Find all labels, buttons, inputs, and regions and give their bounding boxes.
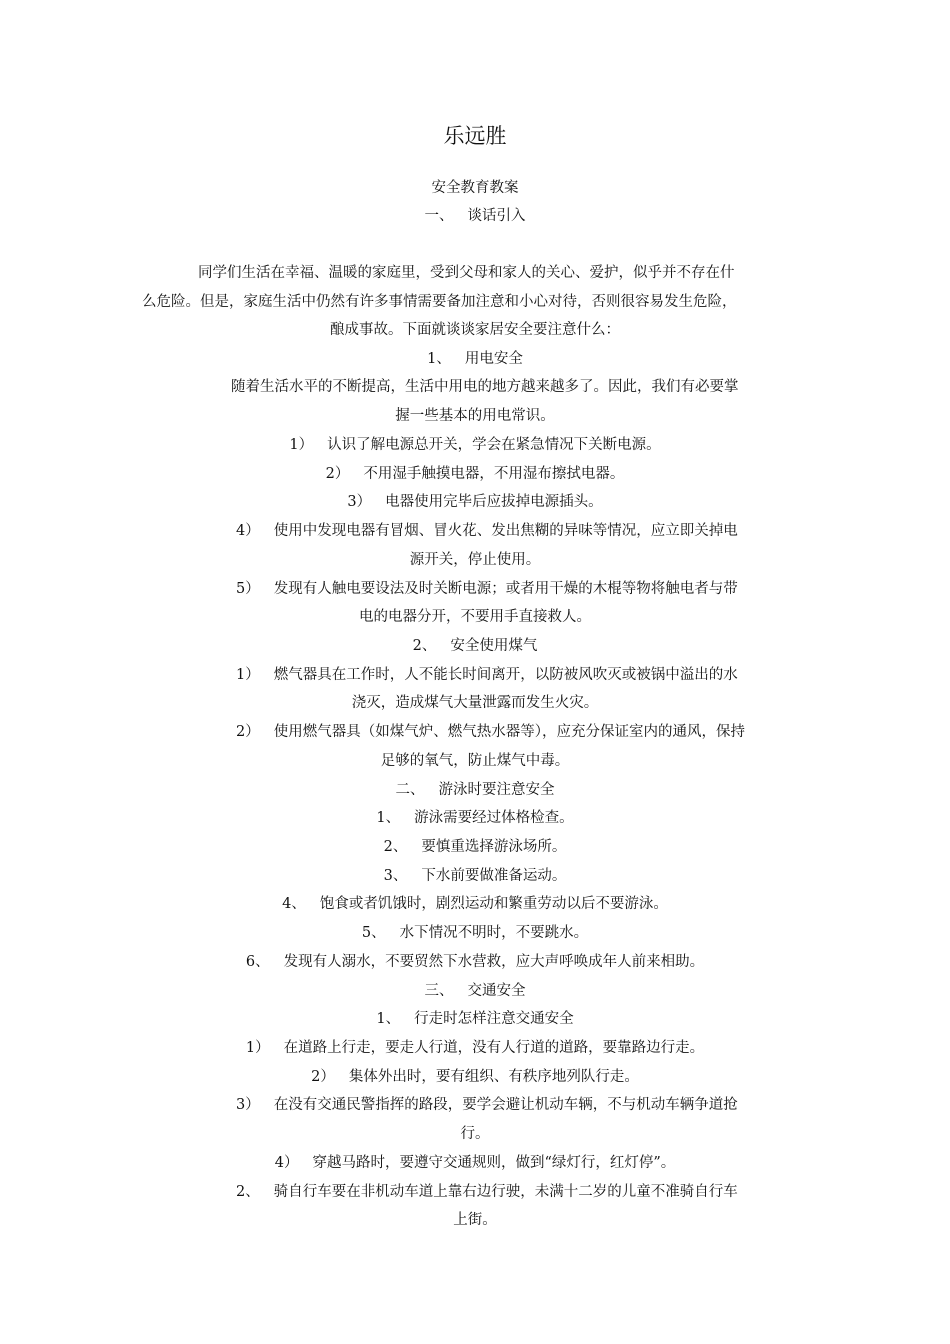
subsection-heading-walking: 1、 行走时怎样注意交通安全 [376, 1011, 574, 1027]
list-item: 4、 饱食或者饥饿时，剧烈运动和繁重劳动以后不要游泳。 [282, 896, 668, 912]
list-item: 5、 水下情况不明时，不要跳水。 [361, 925, 589, 941]
list-item: 4） 使用中发现电器有冒烟、冒火花、发出焦糊的异味等情况，应立即关掉电 [236, 523, 738, 539]
list-item: 2） 使用燃气器具（如煤气炉、燃气热水器等），应充分保证室内的通风，保持 [236, 724, 745, 740]
section-heading-swimming: 二、 游泳时要注意安全 [395, 782, 555, 798]
list-item: 3） 电器使用完毕后应拔掉电源插头。 [347, 494, 603, 510]
subsection-title: 用电安全 [464, 351, 523, 367]
list-item-continuation: 行。 [460, 1126, 490, 1142]
list-item: 6、 发现有人溺水，不要贸然下水营救，应大声呼唤成年人前来相助。 [245, 954, 705, 970]
intro-line-2: 么危险。但是，家庭生活中仍然有许多事情需要备加注意和小心对待，否则很容易发生危险， [142, 294, 737, 310]
section-title: 谈话引入 [467, 208, 526, 224]
intro-line-3: 酿成事故。下面就谈谈家居安全要注意什么： [330, 322, 620, 338]
list-item-continuation: 源开关，停止使用。 [409, 552, 541, 568]
list-item: 3、 下水前要做准备运动。 [383, 868, 567, 884]
subsection-heading-bicycle: 2、 骑自行车要在非机动车道上靠右边行驶，未满十二岁的儿童不准骑自行车 [236, 1184, 738, 1200]
list-item: 3） 在没有交通民警指挥的路段，要学会避让机动车辆，不与机动车辆争道抢 [236, 1097, 738, 1113]
list-item-continuation: 电的电器分开，不要用手直接救人。 [359, 609, 591, 625]
list-item: 4） 穿越马路时，要遵守交通规则，做到“绿灯行，红灯停”。 [274, 1155, 676, 1171]
list-item: 1） 燃气器具在工作时，人不能长时间离开，以防被风吹灭或被锅中溢出的水 [236, 667, 738, 683]
electricity-paragraph-line-2: 握一些基本的用电常识。 [395, 408, 555, 424]
subsection-heading-electricity [0, 347, 950, 368]
section-heading-intro [0, 204, 950, 225]
list-item-continuation: 足够的氧气，防止煤气中毒。 [380, 753, 570, 769]
list-item-continuation: 浇灭，造成煤气大量泄露而发生火灾。 [351, 695, 599, 711]
list-item: 5） 发现有人触电要设法及时关断电源；或者用干燥的木棍等物将触电者与带 [236, 581, 738, 597]
section-number: 一、 [424, 208, 454, 224]
electricity-paragraph-line-1: 随着生活水平的不断提高，生活中用电的地方越来越多了。因此，我们有必要掌 [231, 379, 739, 395]
list-item-continuation: 上街。 [453, 1212, 497, 1228]
list-item: 1） 认识了解电源总开关，学会在紧急情况下关断电源。 [289, 437, 661, 453]
intro-line-1: 同学们生活在幸福、温暖的家庭里，受到父母和家人的关心、爱护，似乎并不存在什 [198, 265, 735, 281]
list-item: 1、 游泳需要经过体格检查。 [376, 810, 574, 826]
list-item: 2） 不用湿手触摸电器，不用湿布擦拭电器。 [325, 466, 625, 482]
list-item: 1） 在道路上行走，要走人行道，没有人行道的道路，要靠路边行走。 [245, 1040, 705, 1056]
lesson-subtitle: 安全教育教案 [431, 180, 519, 196]
subsection-heading-gas: 2、 安全使用煤气 [412, 638, 538, 654]
list-item: 2） 集体外出时，要有组织、有秩序地列队行走。 [311, 1069, 639, 1085]
section-heading-traffic: 三、 交通安全 [424, 983, 526, 999]
author-name: 乐远胜 [443, 124, 507, 148]
list-item: 2、 要慎重选择游泳场所。 [383, 839, 567, 855]
subsection-number: 1、 [427, 351, 451, 367]
